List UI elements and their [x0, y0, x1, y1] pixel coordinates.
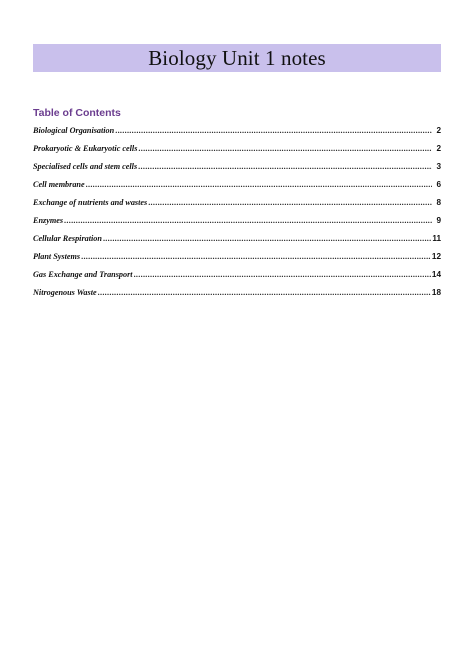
- toc-entry-page[interactable]: 6: [436, 180, 441, 189]
- title-banner: [33, 44, 441, 72]
- toc-entry[interactable]: [33, 198, 441, 216]
- toc-entry[interactable]: [33, 234, 441, 252]
- toc-entry-title[interactable]: Nitrogenous Waste: [33, 288, 97, 297]
- toc-entry-title[interactable]: Plant Systems: [33, 252, 81, 261]
- toc-leader-dots: [103, 234, 431, 243]
- toc-entry-title[interactable]: Cell membrane: [33, 180, 85, 189]
- toc-entry-page[interactable]: 12: [431, 252, 441, 261]
- toc-entry-page[interactable]: 14: [431, 270, 441, 279]
- toc-entry-page[interactable]: 2: [436, 126, 441, 135]
- toc-entry[interactable]: [33, 252, 441, 270]
- toc-entry[interactable]: [33, 270, 441, 288]
- toc-leader-dots: [86, 180, 432, 189]
- toc-leader-dots: [138, 162, 432, 171]
- toc-entry[interactable]: [33, 126, 441, 144]
- toc-entry[interactable]: [33, 144, 441, 162]
- toc-entry-page[interactable]: 11: [432, 234, 441, 243]
- toc-entry[interactable]: [33, 162, 441, 180]
- toc-leader-dots: [138, 144, 432, 153]
- toc-entry[interactable]: [33, 180, 441, 198]
- toc-entry-page[interactable]: 3: [436, 162, 441, 171]
- toc-entry-title[interactable]: Cellular Respiration: [33, 234, 102, 243]
- toc-entry-title[interactable]: Enzymes: [33, 216, 64, 225]
- document-title: Biology Unit 1 notes: [148, 45, 326, 70]
- toc-leader-dots: [115, 126, 432, 135]
- toc-entry-page[interactable]: 2: [436, 144, 441, 153]
- toc-leader-dots: [81, 252, 431, 261]
- table-of-contents: [33, 126, 441, 306]
- toc-leader-dots: [98, 288, 431, 297]
- toc-entry-title[interactable]: Prokaryotic & Eukaryotic cells: [33, 144, 138, 153]
- toc-entry-title[interactable]: Gas Exchange and Transport: [33, 270, 133, 279]
- toc-entry[interactable]: [33, 216, 441, 234]
- toc-leader-dots: [134, 270, 431, 279]
- toc-entry-title[interactable]: Specialised cells and stem cells: [33, 162, 138, 171]
- toc-entry[interactable]: [33, 288, 441, 306]
- toc-heading: Table of Contents: [33, 107, 121, 119]
- toc-leader-dots: [64, 216, 432, 225]
- toc-entry-page[interactable]: 8: [436, 198, 441, 207]
- toc-entry-page[interactable]: 9: [436, 216, 441, 225]
- toc-entry-title[interactable]: Exchange of nutrients and wastes: [33, 198, 148, 207]
- toc-entry-title[interactable]: Biological Organisation: [33, 126, 115, 135]
- toc-entry-page[interactable]: 18: [431, 288, 441, 297]
- toc-leader-dots: [148, 198, 432, 207]
